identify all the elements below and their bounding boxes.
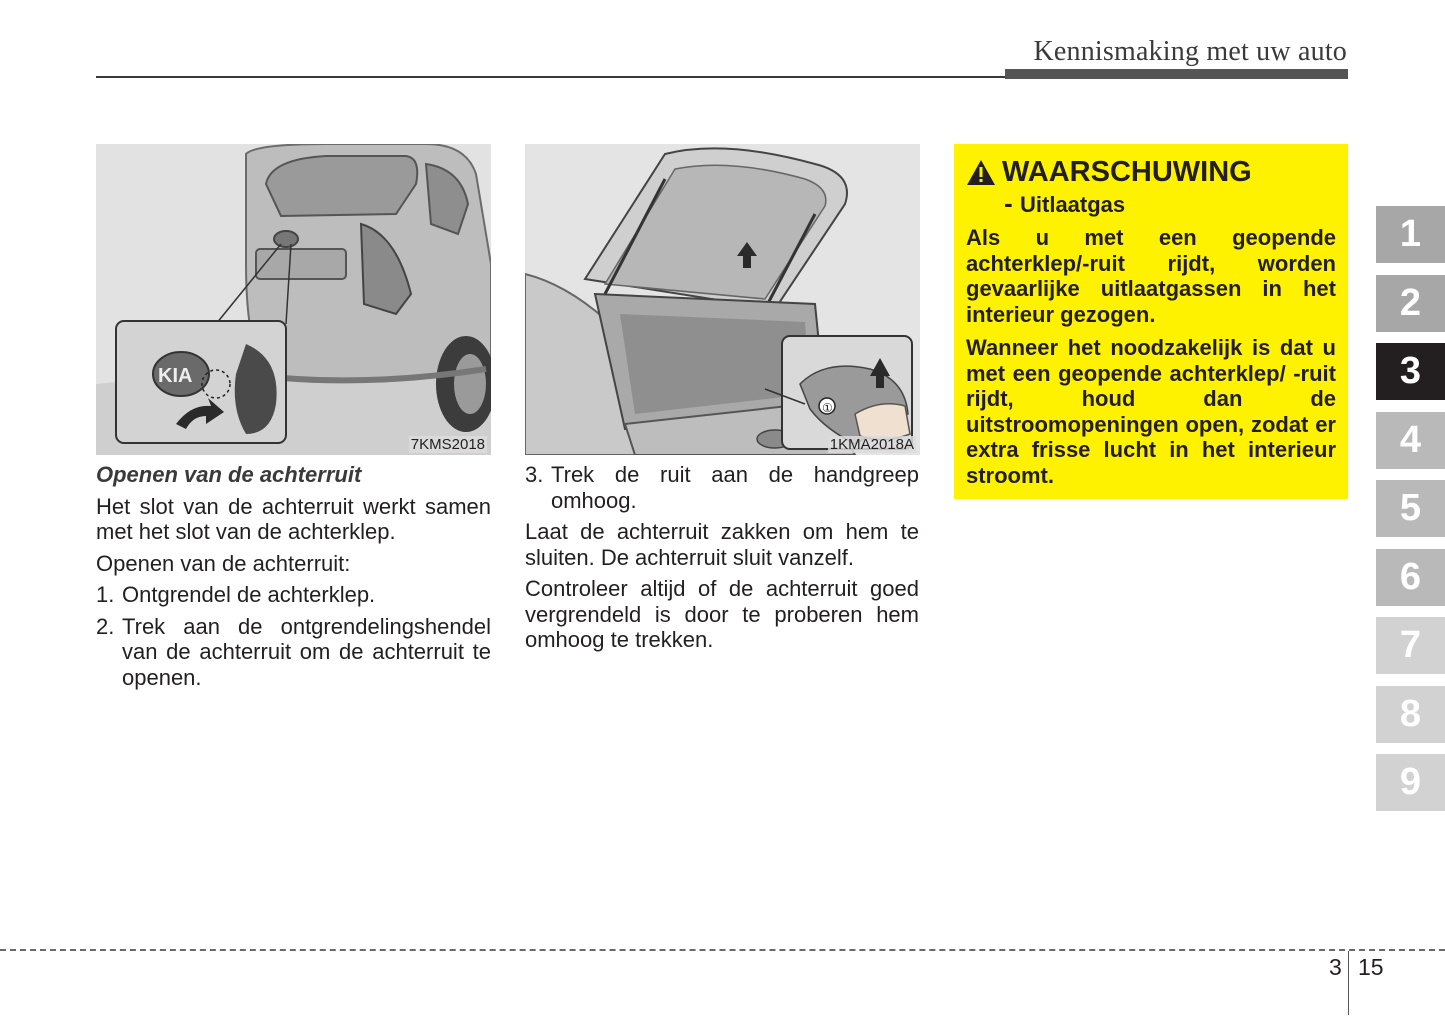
chapter-tab-9[interactable]: 9 [1376,754,1445,811]
paragraph: Controleer altijd of de achterruit goed vergrendeld is door te proberen hem omhoog te trekken. [525,576,919,652]
left-column [96,462,491,696]
figure-rear-window-lock [96,144,491,455]
step-text: Trek aan de ontgrendelingshendel van de achterruit om de achterruit te openen. [122,613,491,690]
chapter-tab-7[interactable]: 7 [1376,617,1445,674]
warning-paragraph: Wanneer het noodzakelijk is dat u met een geopende achterklep/ -ruit rijdt, houd dan de uitstroomopeningen open, zodat er extra frisse lucht in het interieur stroomt. [966,335,1336,488]
step-number: 2. [96,613,115,639]
section-subhead: Openen van de achterruit [96,462,362,487]
paragraph: Openen van de achterruit: [96,550,351,576]
warning-box [954,144,1348,499]
header-rule [96,76,1006,78]
footer-page-number: 15 [1358,954,1384,980]
callout-label: ① [822,401,833,415]
figure-code: 1KMA2018A [829,436,914,453]
footer-chapter-number: 3 [1329,954,1342,980]
footer-divider [0,949,1445,951]
illustration-vehicle-rear [96,144,491,455]
chapter-tab-5[interactable]: 5 [1376,480,1445,537]
chapter-tabs [1376,206,1445,823]
chapter-tab-1[interactable]: 1 [1376,206,1445,263]
paragraph: Het slot van de achterruit werkt samen met het slot van de achterklep. [96,493,491,544]
warning-triangle-icon [966,159,996,186]
warning-subtitle-row [1004,188,1336,218]
step-number: 3. [525,462,544,487]
figure-code: 7KMS2018 [410,436,485,453]
middle-column [525,462,919,659]
svg-text:KIA: KIA [158,365,193,387]
illustration-open-rear-window [525,144,920,455]
step-number: 1. [96,582,115,607]
step-text: Ontgrendel de achterklep. [122,582,376,607]
chapter-tab-2[interactable]: 2 [1376,275,1445,332]
list-item [525,462,919,513]
figure-open-rear-window [525,144,920,455]
warning-dash: - [1004,188,1013,218]
list-item [96,582,491,608]
chapter-tab-4[interactable]: 4 [1376,412,1445,469]
chapter-tab-6[interactable]: 6 [1376,549,1445,606]
chapter-tab-8[interactable]: 8 [1376,686,1445,743]
paragraph: Laat de achterruit zakken om hem te sluiten. De achterruit sluit vanzelf. [525,519,919,570]
header-rule-accent [1005,69,1348,79]
header-title: Kennismaking met uw auto [1033,36,1347,67]
page-number-divider [1348,951,1349,1015]
warning-subtitle: Uitlaatgas [1020,192,1126,217]
warning-title: WAARSCHUWING [1002,156,1252,188]
list-item [96,614,491,691]
step-text: Trek de ruit aan de handgreep omhoog. [551,462,919,513]
chapter-tab-3[interactable]: 3 [1376,343,1445,400]
warning-paragraph: Als u met een geopende achterklep/-ruit rijdt, worden gevaarlijke uitlaatgassen in het interieur gezogen. [966,225,1336,327]
warning-heading [966,156,1336,188]
